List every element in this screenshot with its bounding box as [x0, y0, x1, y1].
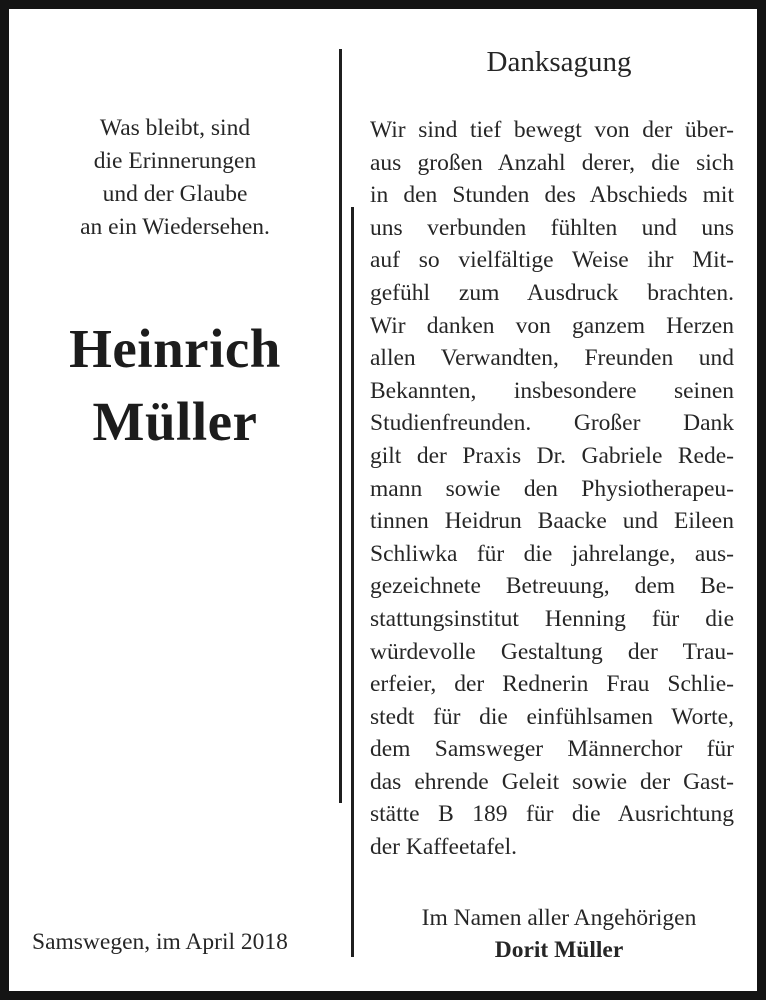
- body-line: Studienfreunden. Großer Dank: [370, 410, 734, 437]
- column-divider-top: [339, 49, 342, 803]
- body-line: Bekannten, insbesondere seinen: [370, 377, 734, 404]
- quote-line: die Erinnerungen: [93, 148, 257, 174]
- body-line: dem Samsweger Männerchor für: [370, 736, 734, 763]
- thanks-heading: Danksagung: [486, 46, 632, 78]
- thanks-body: [370, 114, 734, 864]
- body-line: gefühl zum Ausdruck brachten.: [370, 279, 734, 306]
- quote-line: und der Glaube: [102, 181, 248, 207]
- body-line: in den Stunden des Abschieds mit: [370, 182, 734, 209]
- place-date: Samswegen, im April 2018: [32, 929, 288, 955]
- closing-block: [367, 902, 751, 966]
- body-line: der Kaffeetafel.: [370, 834, 517, 861]
- quote-line: an ein Wiedersehen.: [80, 214, 270, 240]
- memorial-quote: [29, 112, 321, 244]
- body-line: erfeier, der Rednerin Frau Schlie-: [370, 671, 734, 698]
- body-line: tinnen Heidrun Baacke und Eileen: [370, 508, 734, 535]
- body-line: aus großen Anzahl derer, die sich: [370, 149, 734, 176]
- body-line: gezeichnete Betreuung, dem Be-: [370, 573, 734, 600]
- signature: Dorit Müller: [494, 937, 624, 963]
- left-column: [29, 9, 321, 991]
- body-line: stedt für die einfühlsamen Worte,: [370, 703, 734, 730]
- body-line: uns verbunden fühlten und uns: [370, 214, 734, 241]
- body-line: auf so vielfältige Weise ihr Mit-: [370, 247, 734, 274]
- body-line: Wir sind tief bewegt von der über-: [370, 117, 734, 143]
- body-line: Wir danken von ganzem Herzen: [370, 312, 734, 339]
- body-line: mann sowie den Physiotherapeu-: [370, 475, 734, 502]
- body-line: Schliwka für die jahrelange, aus-: [370, 540, 734, 567]
- body-line: würdevolle Gestaltung der Trau-: [370, 638, 734, 665]
- body-line: gilt der Praxis Dr. Gabriele Rede-: [370, 442, 734, 469]
- deceased-last-name: Müller: [92, 391, 258, 452]
- body-line: das ehrende Geleit sowie der Gast-: [370, 768, 734, 795]
- closing-line: Im Namen aller Angehörigen: [421, 905, 697, 931]
- right-column: [367, 9, 751, 991]
- quote-line: Was bleibt, sind: [99, 115, 251, 141]
- deceased-first-name: Heinrich: [69, 318, 281, 379]
- body-line: allen Verwandten, Freunden und: [370, 345, 734, 372]
- deceased-name: [29, 312, 321, 458]
- body-line: stattungsinstitut Henning für die: [370, 605, 734, 632]
- body-line: stätte B 189 für die Ausrichtung: [370, 801, 734, 828]
- column-divider-bottom: [351, 207, 354, 957]
